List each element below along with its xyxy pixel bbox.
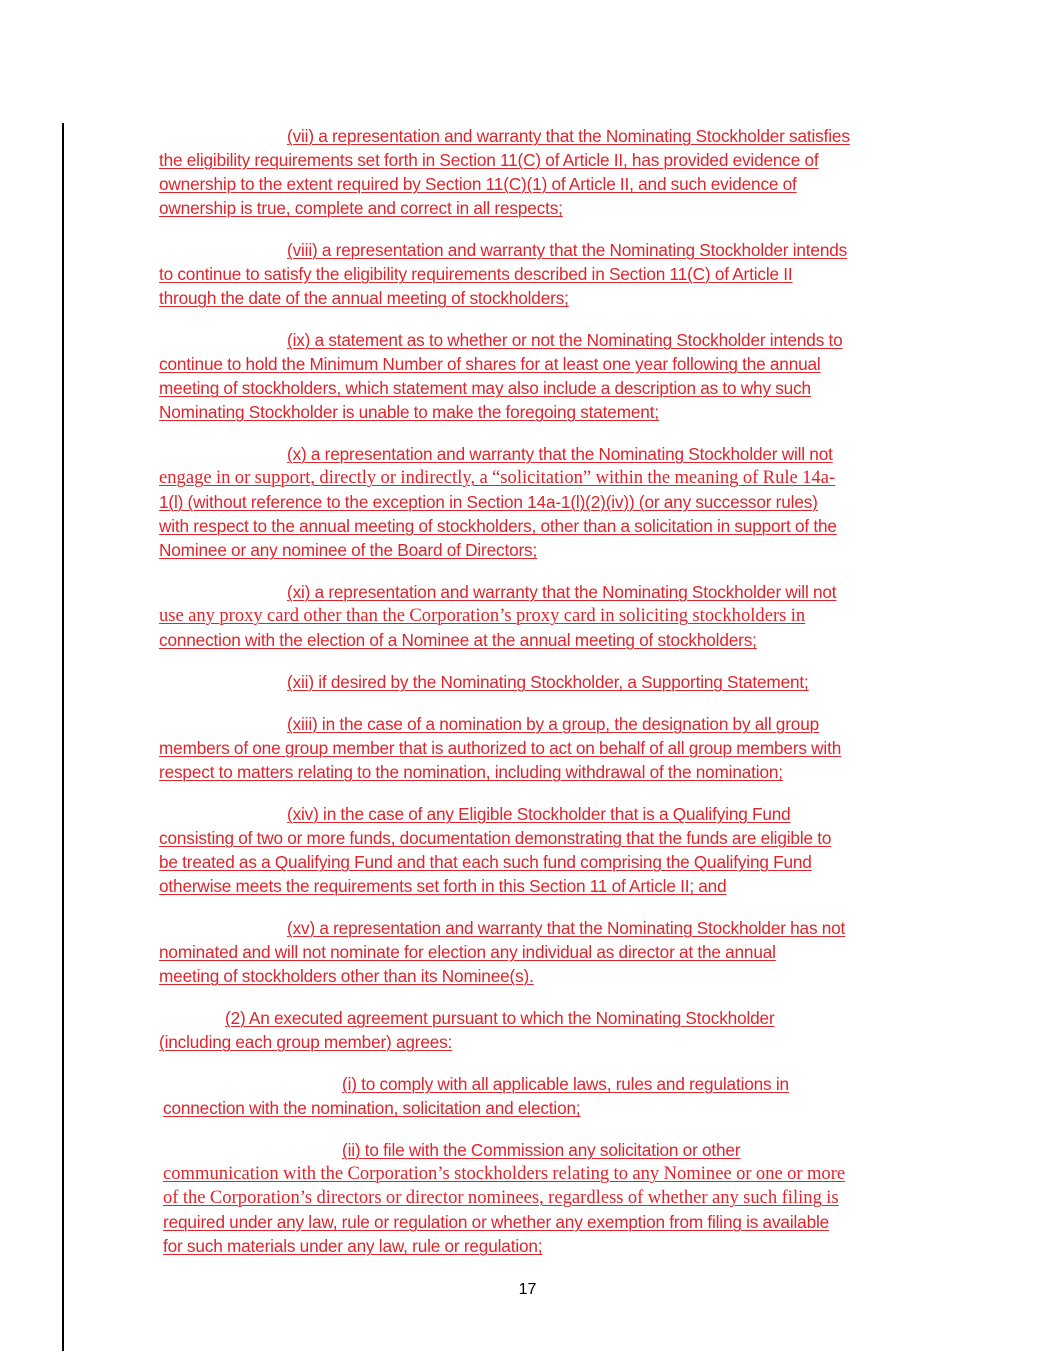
clause-line: Nominee or any nominee of the Board of Directors; (159, 540, 538, 560)
clause-line: be treated as a Qualifying Fund and that each such fund comprising the Qualifying Fund (159, 852, 812, 872)
clause-line: otherwise meets the requirements set forth in this Section 11 of Article II; and (159, 876, 727, 896)
clause-line: (x) a representation and warranty that the Nominating Stockholder will not (287, 444, 833, 464)
clause-line: the eligibility requirements set forth in Section 11(C) of Article II, has provided evidence of (159, 150, 819, 170)
clause-ix (159, 328, 929, 424)
clause-line: (xiv) in the case of any Eligible Stockholder that is a Qualifying Fund (287, 804, 791, 824)
clause-line: through the date of the annual meeting of stockholders; (159, 288, 569, 308)
clause-line: connection with the election of a Nominee at the annual meeting of stockholders; (159, 630, 757, 650)
clause-line: (viii) a representation and warranty that the Nominating Stockholder intends (287, 240, 848, 260)
clause-xiii (159, 712, 929, 784)
clause-line: connection with the nomination, solicitation and election; (163, 1098, 581, 1118)
clause-line: use any proxy card other than the Corporation’s proxy card in soliciting stockholders in (159, 605, 806, 626)
clause-line: nominated and will not nominate for election any individual as director at the annual (159, 942, 776, 962)
clause-line: consisting of two or more funds, documentation demonstrating that the funds are eligible to (159, 828, 832, 848)
clause-line: (2) An executed agreement pursuant to which the Nominating Stockholder (225, 1008, 775, 1028)
clause-x (159, 442, 929, 562)
clause-2-ii (163, 1138, 929, 1258)
clause-line: ownership to the extent required by Section 11(C)(1) of Article II, and such evidence of (159, 174, 797, 194)
page-number: 17 (518, 1281, 537, 1298)
clause-line: to continue to satisfy the eligibility requirements described in Section 11(C) of Article II (159, 264, 793, 284)
clause-line: engage in or support, directly or indirectly, a “solicitation” within the meaning of Rule 14a- (159, 467, 836, 488)
clause-line: (xii) if desired by the Nominating Stockholder, a Supporting Statement; (287, 672, 809, 692)
clause-line: (vii) a representation and warranty that the Nominating Stockholder satisfies (287, 126, 850, 146)
clause-line: (xv) a representation and warranty that the Nominating Stockholder has not (287, 918, 846, 938)
clause-line: (i) to comply with all applicable laws, rules and regulations in (342, 1074, 789, 1094)
clause-line: respect to matters relating to the nomination, including withdrawal of the nomination; (159, 762, 783, 782)
clause-line: (ii) to file with the Commission any solicitation or other (342, 1140, 741, 1160)
clause-2-i (163, 1072, 929, 1120)
clause-line: communication with the Corporation’s stockholders relating to any Nominee or one or more (163, 1163, 846, 1184)
clause-vii (159, 124, 929, 220)
clause-line: meeting of stockholders other than its Nominee(s). (159, 966, 534, 986)
clause-line: (xi) a representation and warranty that the Nominating Stockholder will not (287, 582, 837, 602)
revision-change-bar (62, 123, 64, 1351)
clause-line: meeting of stockholders, which statement may also include a description as to why such (159, 378, 811, 398)
clause-2-executed-agreement (159, 1006, 929, 1054)
clause-line: required under any law, rule or regulation or whether any exemption from filing is available (163, 1212, 830, 1232)
clause-line: of the Corporation’s directors or director nominees, regardless of whether any such filing is (163, 1187, 839, 1208)
clause-xii (159, 670, 929, 694)
clause-xv (159, 916, 929, 988)
clause-line: 1(l) (without reference to the exception in Section 14a-1(l)(2)(iv)) (or any successor rules) (159, 492, 818, 512)
clause-line: members of one group member that is authorized to act on behalf of all group members with (159, 738, 842, 758)
clause-line: (ix) a statement as to whether or not the Nominating Stockholder intends to (287, 330, 843, 350)
clause-viii (159, 238, 929, 310)
clause-line: continue to hold the Minimum Number of shares for at least one year following the annual (159, 354, 821, 374)
clause-line: ownership is true, complete and correct in all respects; (159, 198, 563, 218)
clause-xiv (159, 802, 929, 898)
clause-line: (including each group member) agrees: (159, 1032, 453, 1052)
clause-line: for such materials under any law, rule or regulation; (163, 1236, 543, 1256)
document-page-body (159, 124, 929, 1276)
clause-line: Nominating Stockholder is unable to make the foregoing statement; (159, 402, 659, 422)
clause-line: (xiii) in the case of a nomination by a group, the designation by all group (287, 714, 820, 734)
clause-xi (159, 580, 929, 652)
clause-line: with respect to the annual meeting of stockholders, other than a solicitation in support of the (159, 516, 837, 536)
